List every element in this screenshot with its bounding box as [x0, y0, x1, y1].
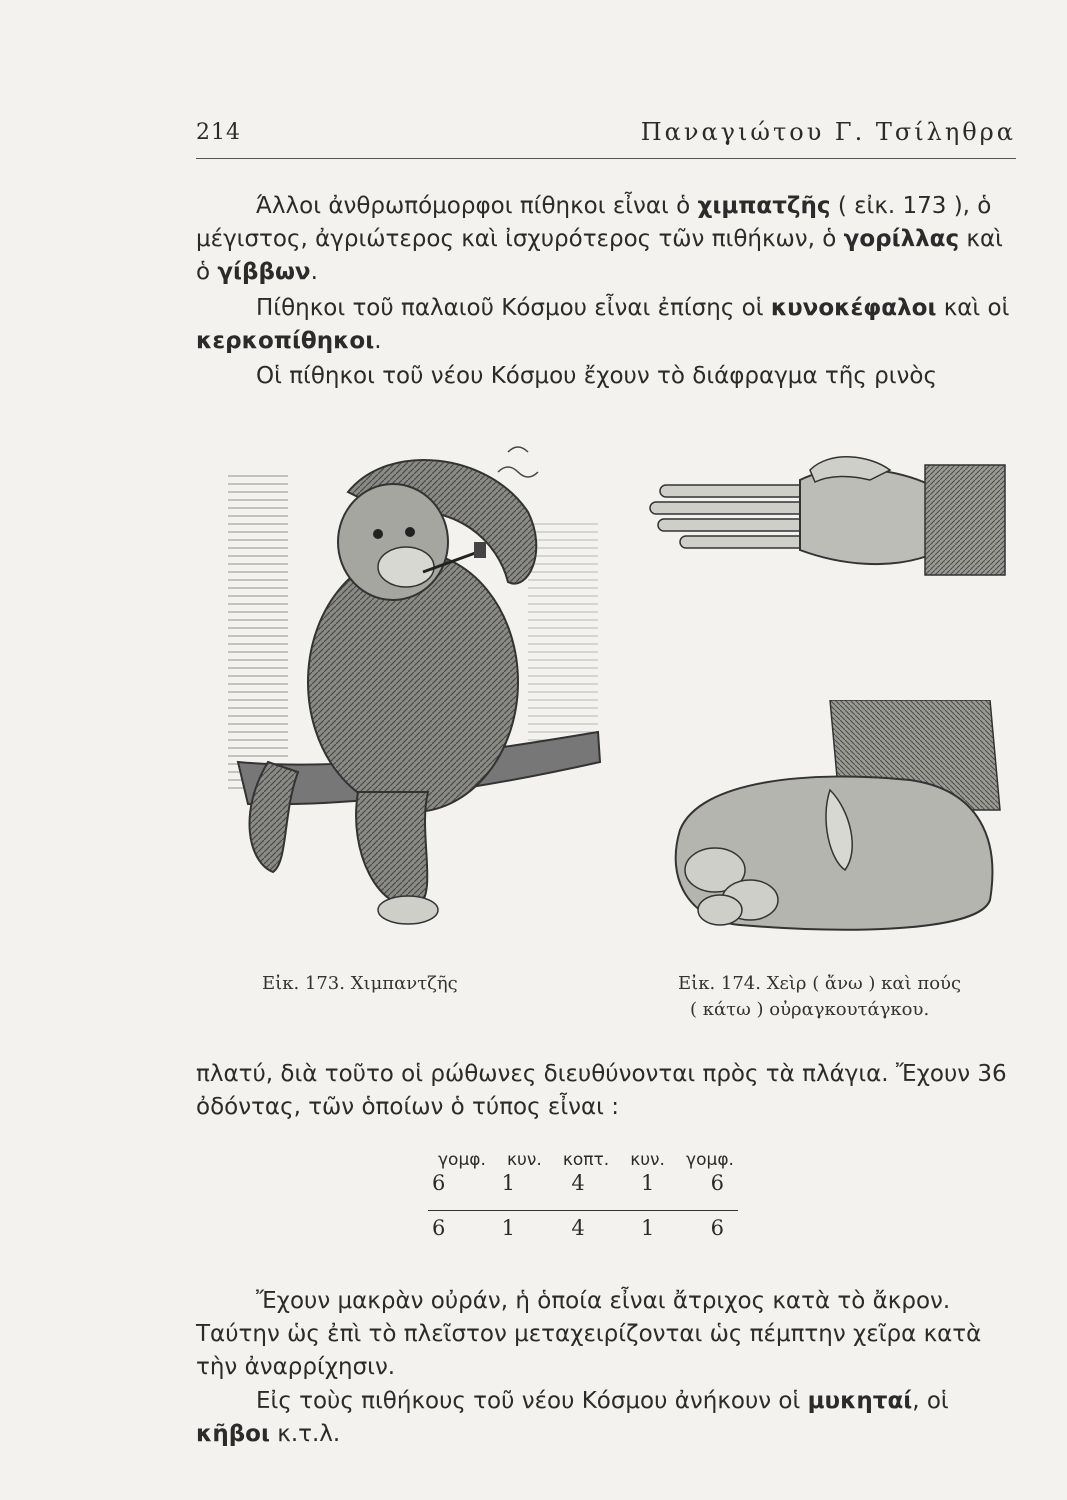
figure-173-caption: Εἰκ. 173. Χιμπαντζῆς — [262, 973, 458, 994]
term-howler-monkeys: μυκηταί — [807, 1388, 913, 1414]
figure-174-caption-line2: ( κάτω ) οὐραγκουτάγκου. — [690, 999, 930, 1020]
dental-formula — [428, 1150, 738, 1241]
dental-formula-rule — [428, 1210, 738, 1211]
running-head: Παναγιώτου Γ. Τσίληθρα — [640, 118, 1016, 146]
paragraph-apes: Άλλοι ἀνθρωπόμορφοι πίθηκοι εἶναι ὁ χιμπατζῆς ( εἰκ. 173 ), ὁ μέγιστος, ἀγριώτερος καὶ ἰσχυρότερος τῶν πιθήκων, ὁ γορίλλας καὶ ὁ γίββων. — [196, 193, 1003, 285]
paragraph-new-world-cont: πλατύ, διὰ τοῦτο οἱ ρώθωνες διευθύνονται πρὸς τὰ πλάγια. Ἔχουν 36 ὀδόντας, τῶν ὁποίων ὁ τύπος εἶναι : — [196, 1061, 1007, 1120]
term-chimpanzee: χιμπατζῆς — [697, 193, 831, 219]
paragraph-tail: Ἔχουν μακρὰν οὐράν, ἡ ὁποία εἶναι ἄτριχος κατὰ τὸ ἄκρον. Ταύτην ὡς ἐπὶ τὸ πλεῖστον μεταχειρίζονται ὡς πέμπτην χεῖρα κατὰ τὴν ἀναρρίχησιν. — [196, 1288, 982, 1380]
dental-formula-labels: γομφ. κυν. κοπτ. κυν. γομφ. — [438, 1150, 734, 1170]
term-gorilla: γορίλλας — [843, 226, 960, 252]
dental-formula-lower: 6 1 4 1 6 — [432, 1216, 724, 1240]
figure-orangutan-hand — [640, 440, 1010, 590]
page-number: 214 — [196, 120, 241, 145]
paragraph-old-world: Πίθηκοι τοῦ παλαιοῦ Κόσμου εἶναι ἐπίσης οἱ κυνοκέφαλοι καὶ οἱ κερκοπίθηκοι. — [196, 295, 1010, 354]
term-cercopithecus: κερκοπίθηκοι — [196, 328, 375, 354]
term-baboons: κυνοκέφαλοι — [770, 295, 937, 321]
paragraph-new-world-species: Εἰς τοὺς πιθήκους τοῦ νέου Κόσμου ἀνήκουν οἱ μυκηταί, οἱ κῆβοι κ.τ.λ. — [196, 1388, 949, 1447]
paragraph-new-world-start: Οἱ πίθηκοι τοῦ νέου Κόσμου ἔχουν τὸ διάφραγμα τῆς ρινὸς — [256, 363, 937, 389]
figure-chimpanzee — [228, 432, 608, 972]
page-header — [196, 118, 1016, 159]
term-capuchins: κῆβοι — [196, 1421, 270, 1447]
figure-174-caption-line1: Εἰκ. 174. Χεὶρ ( ἄνω ) καὶ πούς — [678, 973, 962, 994]
term-gibbon: γίββων — [217, 259, 311, 285]
dental-formula-upper: 6 1 4 1 6 — [432, 1171, 724, 1195]
figure-orangutan-foot — [660, 700, 1010, 940]
